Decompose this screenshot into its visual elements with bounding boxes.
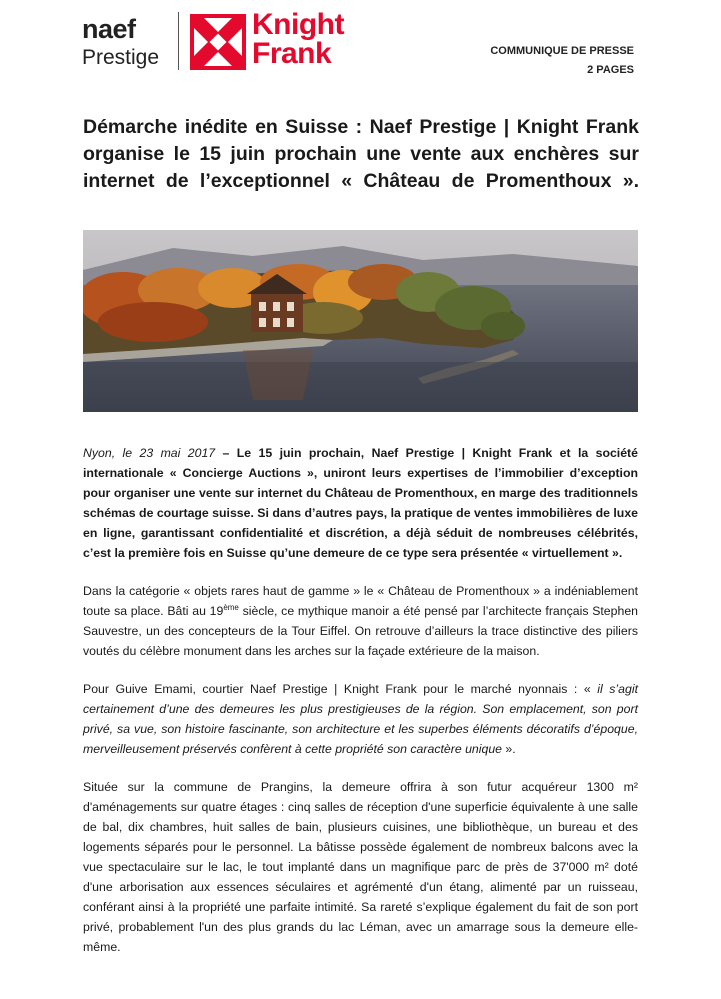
- paragraph-history: [83, 581, 638, 661]
- quote-close: ».: [502, 742, 516, 756]
- naef-prestige-logo: [82, 12, 172, 72]
- paragraph-description: Située sur la commune de Prangins, la demeure offrira à son futur acquéreur 1300 m² d'aménagements sur quatre étages : cinq salles de réception d'une superficie équivalente à une salle de bal, dix chambres, huit salles de bain, plusieurs cuisines, une bibliothèque, un bureau et des logements séparés pour le personnel. La bâtisse possède également de nombreux balcons avec la vue spectaculaire sur le lac, le tout implanté dans un magnifique parc de près de 37'000 m² doté d'une arborisation aux essences séculaires et agrémenté d'un étang, alimenté par un ruisseau, conférant ainsi à la propriété une parfaite intimité. Sa rareté s’explique également du fait de son port privé, probablement l'un des plus grands du lac Léman, avec un amarrage sous la demeure elle-même.: [83, 780, 638, 954]
- logo-knight-text: Knight: [252, 8, 344, 41]
- intro-text: – Le 15 juin prochain, Naef Prestige | Knight Frank et la société internationale « Concierge Auctions », uniront leurs expertises de l’immobilier d’exception pour organiser une vente sur internet du Château de Promenthoux, en marge des traditionnels schémas de courtage suisse. Si dans d’autres pays, la pratique de ventes immobilières de luxe en ligne, garantissant confidentialité et discrétion, a déjà séduit de nombreuses célébrités, c’est la première fois en Suisse qu’une demeure de ce type sera présentée « virtuellement ».: [83, 446, 638, 560]
- page-count: 2 PAGES: [587, 64, 634, 76]
- logo-frank-text: Frank: [252, 37, 332, 70]
- superscript-eme: ème: [223, 602, 239, 612]
- knight-frank-logo-text: [252, 10, 344, 68]
- logo-divider: [178, 12, 179, 70]
- history-text-a: Dans la catégorie « objets rares haut de gamme » le « Château de Promenthoux » a indéniablement toute sa place. Bâti au 19: [83, 584, 638, 618]
- chateau-photo: [83, 230, 638, 412]
- press-release-body: [83, 443, 638, 975]
- document-header: [0, 0, 721, 90]
- press-release-title: COMMUNIQUE DE PRESSE: [490, 45, 634, 57]
- document-title: Démarche inédite en Suisse : Naef Prestige | Knight Frank organise le 15 juin prochain une vente aux enchères sur internet de l’exceptionnel « Château de Promenthoux ».: [83, 116, 639, 192]
- history-text-b: siècle, ce mythique manoir a été pensé par l’architecte français Stephen Sauvestre, un des concepteurs de la Tour Eiffel. On retrouve d’ailleurs la trace distinctive des piliers voutés du célèbre monument dans les arches sur la façade extérieure de la maison.: [83, 604, 639, 658]
- paragraph-quote: [83, 679, 638, 759]
- dateline: Nyon, le 23 mai 2017: [83, 446, 216, 460]
- quote-text: il s’agit certainement d’une des demeures les plus prestigieuses de la région. Son emplacement, son port privé, sa vue, son histoire fascinante, son architecture et les superbes éléments décoratifs d’époque, merveilleusement préservés confèrent à cette propriété son caractère unique: [83, 682, 638, 756]
- logo-naef-text: naef: [82, 14, 136, 44]
- press-release-label: [490, 42, 634, 80]
- knight-frank-mark-icon: [190, 14, 246, 70]
- paragraph-intro: [83, 443, 638, 563]
- quote-intro: Pour Guive Emami, courtier Naef Prestige | Knight Frank pour le marché nyonnais : «: [83, 682, 598, 696]
- logo-prestige-text: Prestige: [82, 46, 160, 69]
